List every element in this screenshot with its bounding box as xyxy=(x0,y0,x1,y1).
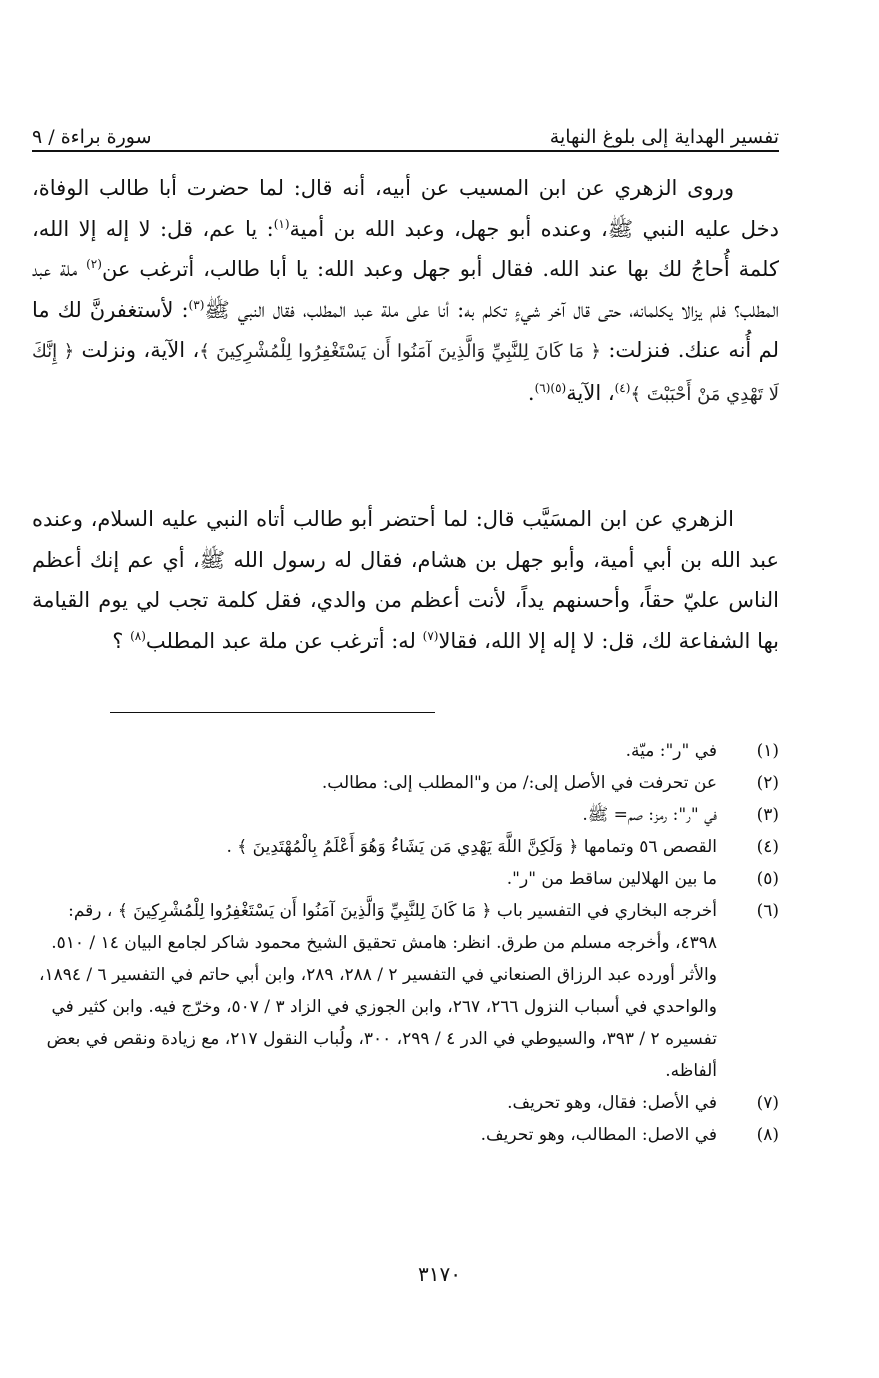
quran-verse: ﴿ مَا كَانَ لِلنَّبِيِّ وَالَّذِينَ آمَنُوا أَن يَسْتَغْفِرُوا لِلْمُشْرِكِينَ ﴾ xyxy=(199,341,601,363)
footnote-item xyxy=(32,799,779,831)
text-run: له: أترغب عن ملة عبد المطلب xyxy=(145,628,423,653)
footnote-item xyxy=(32,895,779,1087)
paragraph-2 xyxy=(32,499,779,661)
page-number: ٣١٧٠ xyxy=(418,1262,461,1286)
footnote-number: (٦) xyxy=(756,901,779,921)
footnote-item xyxy=(32,1119,779,1151)
text-run: ، الآية xyxy=(566,380,615,405)
footnote-ref-1[interactable]: (١) xyxy=(273,216,290,231)
text-run: ملة عبد المطلب؟ فلم يزالا يكلمانه، حتى قال آخر شيءٍ تكلم به: أنا على ملة عبد المطلب، فقال النبي ﷺ xyxy=(32,257,779,322)
text-run: : يا عم، قل: لا إله إلا الله، كلمة أُحاجُ لك بها عند الله. فقال أبو جهل وعبد الله: يا أبا طالب، أترغب عن xyxy=(32,216,780,282)
book-title: تفسير الهداية إلى بلوغ النهاية xyxy=(549,126,779,148)
footnote-text: في الاصل: المطالب، وهو تحريف. xyxy=(480,1125,717,1145)
footnote-number: (٥) xyxy=(756,869,779,889)
footnote-item xyxy=(32,1087,779,1119)
header-rule xyxy=(32,150,779,152)
footnote-text: القصص ٥٦ وتمامها ﴿ وَلَكِنَّ اللَّهَ يَهْدِي مَن يَشَاءُ وَهُوَ أَعْلَمُ بِالْمُهْتَدِينَ ﴾ . xyxy=(226,837,717,857)
footnote-ref-8[interactable]: (٨) xyxy=(130,628,146,643)
footnote-text: ما بين الهلالين ساقط من "ر". xyxy=(506,869,717,889)
text-run: : لأستغفرنَّ لك ما لم أُنه عنك. فنزلت: xyxy=(32,297,779,363)
footnote-number: (٨) xyxy=(756,1125,779,1145)
paragraph-1 xyxy=(32,168,779,493)
footnote-ref-4[interactable]: (٤) xyxy=(614,380,631,395)
text-run: ؟ xyxy=(112,628,131,653)
footnote-text: في "ر": ميّة. xyxy=(625,741,717,761)
footnote-item xyxy=(32,767,779,799)
text-run: وروى الزهري عن ابن المسيب عن أبيه، أنه قال: لما حضرت أبا طالب الوفاة، دخل عليه النبي ﷺ، وعنده أبو جهل، وعبد الله بن أمية xyxy=(32,176,779,241)
footnote-number: (٢) xyxy=(756,773,779,793)
footnote-item xyxy=(32,831,779,863)
footnote-number: (٣) xyxy=(756,805,779,825)
footnote-separator xyxy=(110,712,435,713)
footnote-text: عن تحرفت في الأصل إلى:/ من و"المطلب إلى: مطالب. xyxy=(321,773,717,793)
text-run: الزهري عن ابن المسَيَّب قال: لما أحتضر أبو طالب أتاه النبي عليه السلام، وعنده عبد الله بن أبي أمية، وأبو جهل بن هشام، فقال له رسول الله ﷺ، أي عم إنك أعظم الناس عليّ حقاً، وأحسنهم يداً، لأنت أعظم من والدي، فقل كلمة تجب لي يوم القيامة بها الشفاعة لك، قل: لا إله إلا الله، فقالا xyxy=(32,507,779,653)
footnote-number: (٧) xyxy=(756,1093,779,1113)
text-run: ، الآية، ونزلت xyxy=(74,338,200,363)
footnotes xyxy=(32,735,779,1151)
surah-label: سورة براءة / ٩ xyxy=(32,126,152,148)
footnote-ref-5-6[interactable]: (٥)(٦) xyxy=(534,380,567,395)
footnote-ref-2[interactable]: (٢) xyxy=(86,257,102,272)
text-run: . xyxy=(527,380,535,405)
footnote-text: أخرجه البخاري في التفسير باب ﴿ مَا كَانَ لِلنَّبِيِّ وَالَّذِينَ آمَنُوا أَن يَسْتَغْفِرُوا لِلْمُشْرِكِينَ ﴾ ، رقم: ٤٣٩٨، وأخرجه مسلم من طرق. انظر: هامش تحقيق الشيخ محمود شاكر لجامع البيان ١٤ / ٥١٠. والأثر أورده عبد الرزاق الصنعاني في التفسير ٢ / ٢٨٨، ٢٨٩، وابن أبي حاتم في التفسير ٦ / ١٨٩٤، والواحدي في أسباب النزول ٢٦٦، ٢٦٧، وابن الجوزي في الزاد ٣ / ٥٠٧، وخرّج فيه. وابن كثير في تفسيره ٢ / ٣٩٣، والسيوطي في الدر ٤ / ٢٩٩، ٣٠٠، ولُباب النقول ٢١٧، مع زيادة ونقص في بعض ألفاظه. xyxy=(38,901,717,1081)
footnote-item xyxy=(32,735,779,767)
main-text xyxy=(32,168,779,661)
running-header xyxy=(32,110,779,148)
footnote-number: (٤) xyxy=(756,837,779,857)
footnote-number: (١) xyxy=(756,741,779,761)
footnote-ref-7[interactable]: (٧) xyxy=(422,628,439,643)
footnote-text: في الأصل: فقال، وهو تحريف. xyxy=(507,1093,717,1113)
footnote-item xyxy=(32,863,779,895)
footnote-text: في "ر": رمز: صم= ﷺ. xyxy=(582,805,717,825)
quran-verse: ﴿ إِنَّكَ لَا تَهْدِي مَنْ أَحْبَبْتَ ﴾ xyxy=(32,341,779,405)
footnote-ref-3[interactable]: (٣) xyxy=(188,297,205,312)
